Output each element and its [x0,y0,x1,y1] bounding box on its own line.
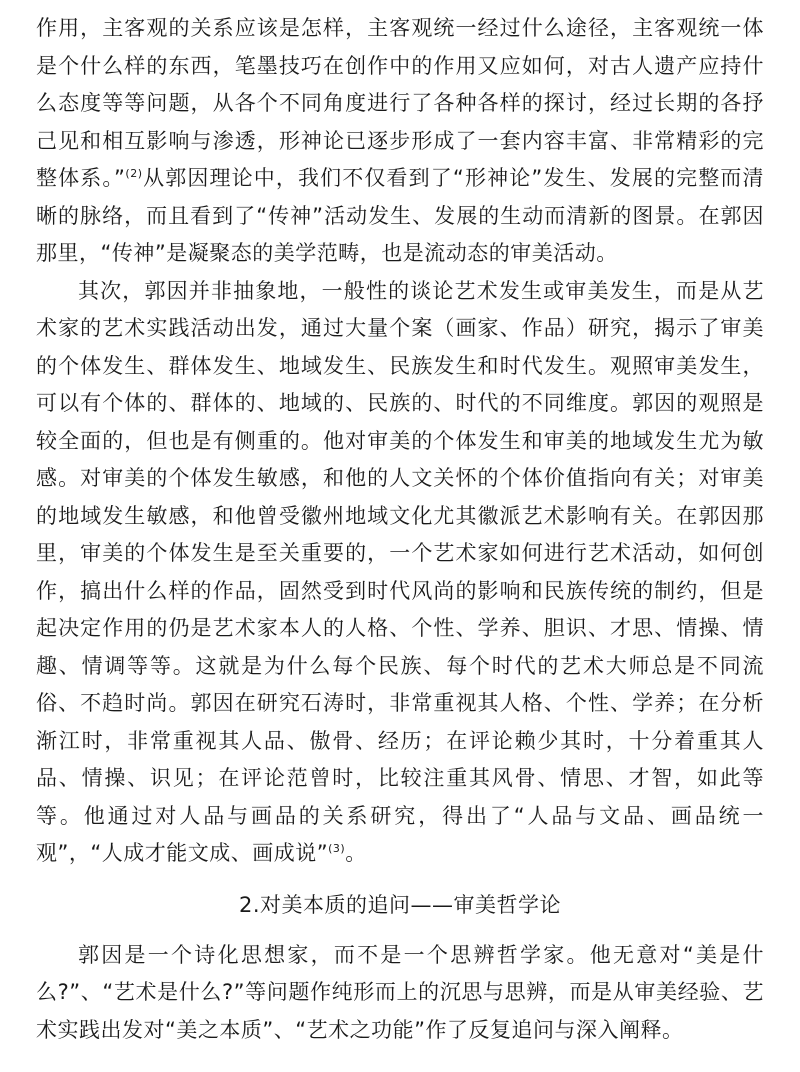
paragraph-text: 从郭因理论中，我们不仅看到了“形神论”发生、发展的完整而清晰的脉络，而且看到了“传神”活动发生、发展的生动而清新的图景。在郭因那里，“传神”是凝聚态的美学范畴，也是流动态的审美活动。 [36,166,764,265]
document-page [36,10,764,1049]
paragraph-text: 作用，主客观的关系应该是怎样，主客观统一经过什么途径，主客观统一体是个什么样的东西，笔墨技巧在创作中的作用又应如何，对古人遗产应持什么态度等等问题，从各个不同角度进行了各种各样的探讨，经过长期的各抒己见和相互影响与渗透，形神论已逐步形成了一套内容丰富、非常精彩的完整体系。” [36,16,764,190]
paragraph-text: 。 [345,841,367,865]
paragraph-text: 其次，郭因并非抽象地，一般性的谈论艺术发生或审美发生，而是从艺术家的艺术实践活动出发，通过大量个案（画家、作品）研究，揭示了审美的个体发生、群体发生、地域发生、民族发生和时代发生。观照审美发生，可以有个体的、群体的、地域的、民族的、时代的不同维度。郭因的观照是较全面的，但也是有侧重的。他对审美的个体发生和审美的地域发生尤为敏感。对审美的个体发生敏感，和他的人文关怀的个体价值指向有关；对审美的地域发生敏感，和他曾受徽州地域文化尤其徽派艺术影响有关。在郭因那里，审美的个体发生是至关重要的，一个艺术家如何进行艺术活动，如何创作，搞出什么样的作品，固然受到时代风尚的影响和民族传统的制约，但是起决定作用的仍是艺术家本人的人格、个性、学养、胆识、才思、情操、情趣、情调等等。这就是为什么每个民族、每个时代的艺术大师总是不同流俗、不趋时尚。郭因在研究石涛时，非常重视其人格、个性、学养；在分析渐江时，非常重视其人品、傲骨、经历；在评论赖少其时，十分着重其人品、情操、识见；在评论范曾时，比较注重其风骨、情思、才智，如此等等。他通过对人品与画品的关系研究，得出了“人品与文品、画品统一观”，“人成才能文成、画成说” [36,278,764,865]
footnote-marker[interactable]: (2) [125,167,143,180]
paragraph: 郭因是一个诗化思想家，而不是一个思辨哲学家。他无意对“美是什么?”、“艺术是什么?”等问题作纯形而上的沉思与思辨，而是从审美经验、艺术实践出发对“美之本质”、“艺术之功能”作了反复追问与深入阐释。 [36,942,764,1042]
section-heading: 2.对美本质的追问——审美哲学论 [238,892,562,917]
paragraph-continued [36,10,764,273]
footnote-marker[interactable]: (3) [328,842,346,855]
paragraph [36,273,764,873]
